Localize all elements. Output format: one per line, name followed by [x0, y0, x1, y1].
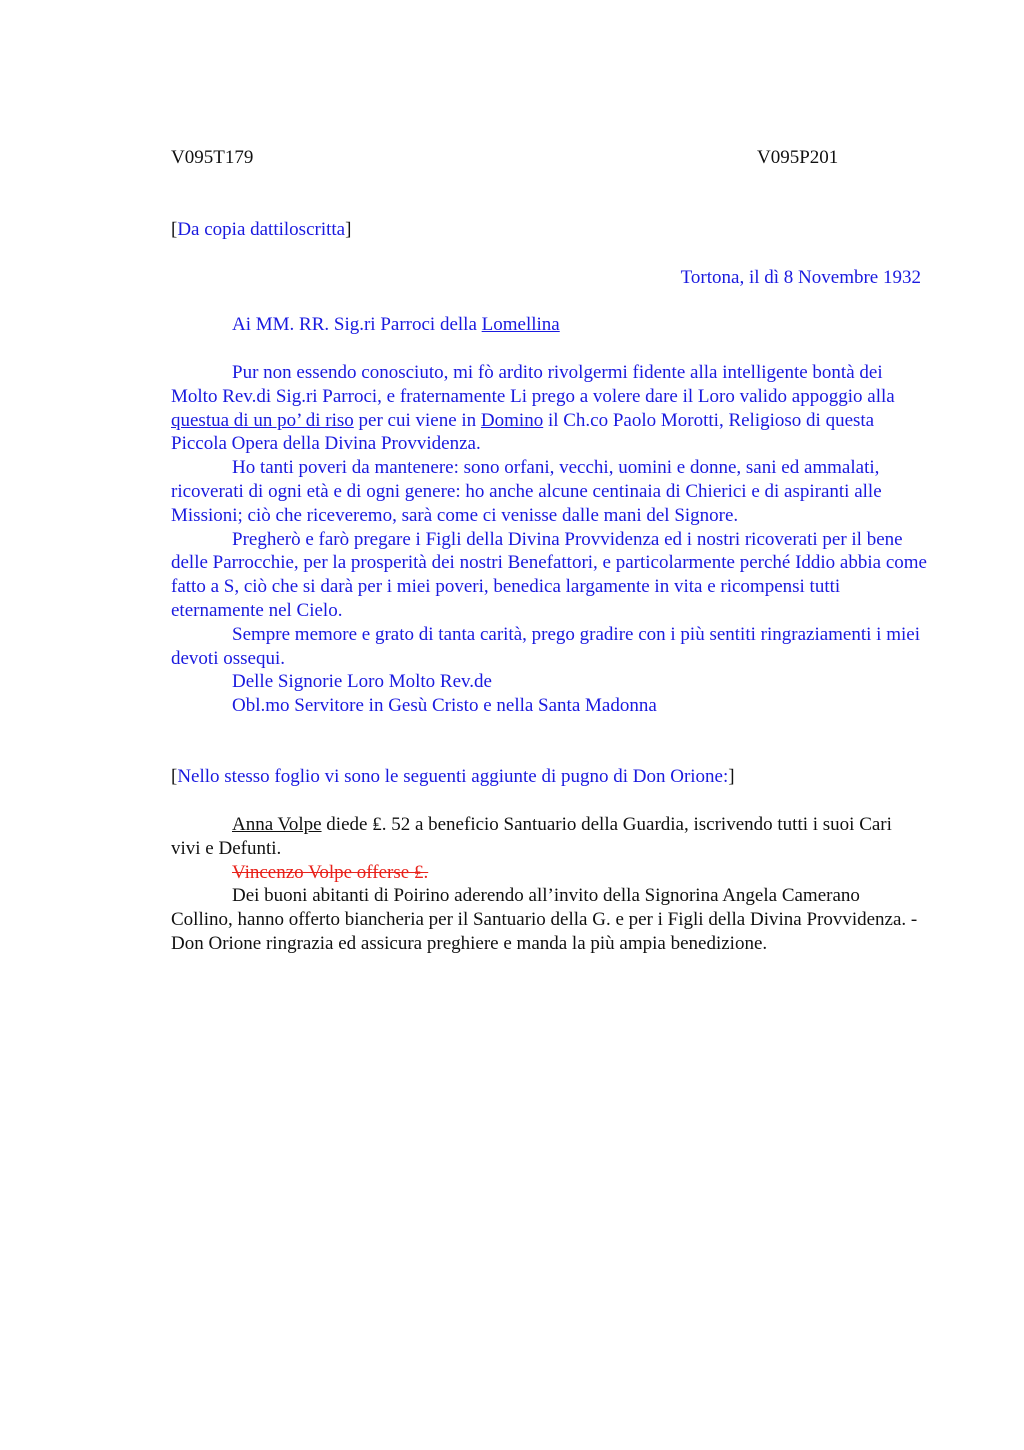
document-code-left: V095T179: [171, 147, 254, 168]
letter-paragraph-3: Pregherò e farò pregare i Figli della Divina Provvidenza ed i nostri ricoverati per il bene delle Parrocchie, per la prosperità dei nostri Benefattori, e particolarmente perché Iddio abbia come fatto a S, ciò che si darà per i miei poveri, benedica largamente in vita e ricompensi tutti eternamente nel Cielo.: [171, 528, 927, 621]
addendum-note-text: Nello stesso foglio vi sono le seguenti aggiunte di pugno di Don Orione:: [177, 766, 729, 787]
source-note-text: Da copia dattiloscritta: [177, 219, 346, 240]
closing-line-1: Delle Signorie Loro Molto Rev.de: [232, 671, 492, 693]
bracket-close: ]: [728, 766, 735, 787]
addressee-prefix: Ai MM. RR. Sig.ri Parroci della: [232, 314, 482, 335]
closing-line-2: Obl.mo Servitore in Gesù Cristo e nella Santa Madonna: [232, 695, 657, 717]
bracket-open: [: [171, 219, 178, 240]
date-line: Tortona, il dì 8 Novembre 1932: [680, 267, 921, 288]
letter-paragraph-1: Pur non essendo conosciuto, mi fò ardito rivolgermi fidente alla intelligente bontà dei Molto Rev.di Sig.ri Parroci, e fraternamente Li prego a volere dare il Loro valido appoggio alla questua di un po’ di riso per cui viene in Domino il Ch.co Paolo Morotti, Religioso di questa Piccola Opera della Divina Provvidenza.: [171, 362, 895, 455]
addition-3: Dei buoni abitanti di Poirino aderendo all’invito della Signorina Angela Camerano Collino, hanno offerto biancheria per il Santuario della G. e per i Figli della Divina Provvidenza. - Don Orione ringrazia ed assicura preghiere e manda la più ampia benedizione.: [171, 885, 918, 954]
addition-1: Anna Volpe diede ₤. 52 a beneficio Santuario della Guardia, iscrivendo tutti i suoi Cari vivi e Defunti.: [171, 814, 892, 859]
bracket-open: [: [171, 766, 178, 787]
addressee: [232, 313, 560, 337]
letter-paragraph-4: Sempre memore e grato di tanta carità, prego gradire con i più sentiti ringraziamenti i miei devoti ossequi.: [171, 623, 920, 669]
addendum-note: [171, 765, 735, 789]
addition-2: [171, 861, 921, 885]
letter-paragraph-2: Ho tanti poveri da mantenere: sono orfani, vecchi, uomini e donne, sani ed ammalati, ricoverati di ogni età e di ogni genere: ho anche alcune centinaia di Chierici e di aspiranti alle Missioni; ciò che riceveremo, sarà come ci venisse dalle mani del Signore.: [171, 457, 882, 526]
bracket-close: ]: [345, 219, 352, 240]
addressee-place: Lomellina: [481, 314, 560, 335]
letter-body: [171, 361, 931, 718]
source-note: [171, 218, 351, 242]
additions-block: [171, 813, 921, 956]
document-code-right: V095P201: [757, 147, 839, 168]
donor-name: Anna Volpe: [232, 814, 322, 835]
struck-text: Vincenzo Volpe offerse ₤.: [232, 861, 429, 883]
